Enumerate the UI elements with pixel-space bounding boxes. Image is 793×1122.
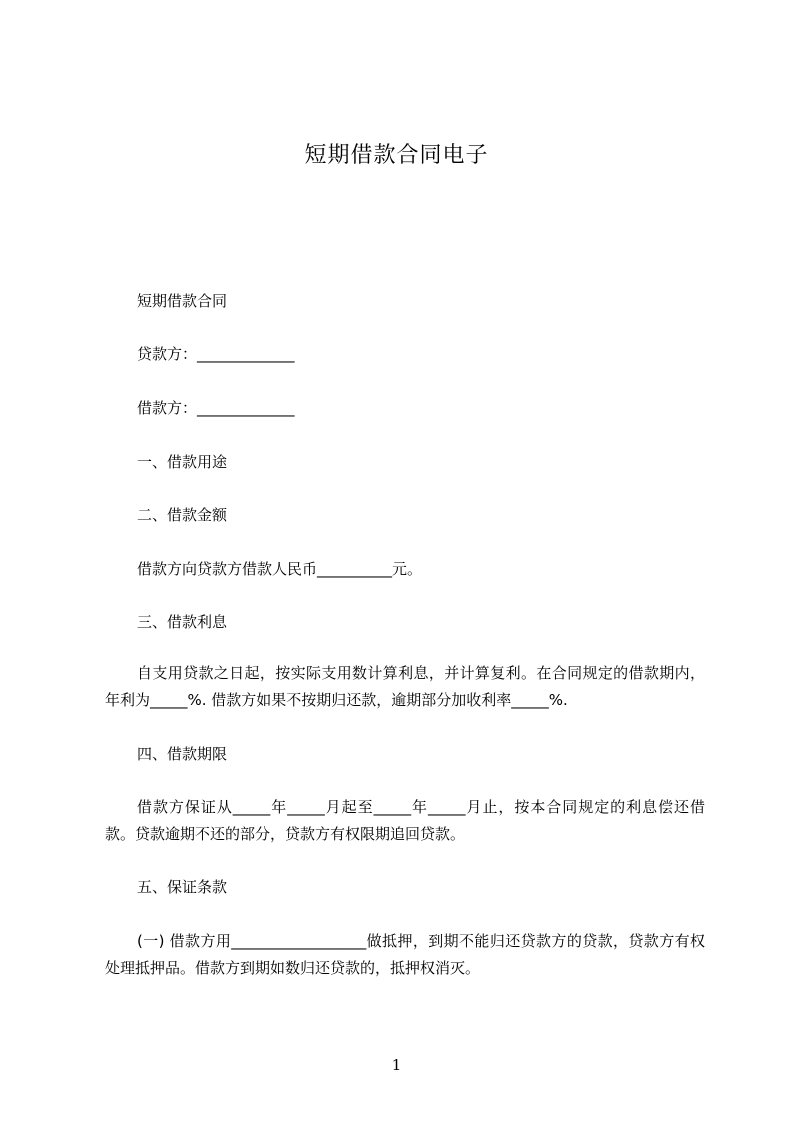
term-clause <box>105 794 705 848</box>
section-heading-purpose: 一、借款用途 <box>137 453 228 471</box>
borrower-field: 借款方：_____________ <box>137 399 295 417</box>
lender-field: 贷款方：_____________ <box>137 345 295 363</box>
contract-subtitle: 短期借款合同 <box>137 292 228 310</box>
interest-clause-text: 自支用贷款之日起，按实际支用数计算利息，并计算复利。在合同规定的借款期内，年利为_____%. 借款方如果不按期归还款，逾期部分加收利率_____%. <box>105 664 705 709</box>
section-heading-interest: 三、借款利息 <box>137 613 228 631</box>
term-clause-text: 借款方保证从_____年_____月起至_____年_____月止，按本合同规定的利息偿还借款。贷款逾期不还的部分，贷款方有权限期追回贷款。 <box>105 798 705 843</box>
document-title: 短期借款合同电子 <box>304 143 489 168</box>
guarantee-clause-1-text: (一) 借款方用__________________做抵押，到期不能归还贷款方的贷款，贷款方有权处理抵押品。借款方到期如数归还贷款的，抵押权消灭。 <box>105 932 705 977</box>
amount-clause: 借款方向贷款方借款人民币__________元。 <box>137 560 423 578</box>
section-heading-term: 四、借款期限 <box>137 745 228 763</box>
section-heading-amount: 二、借款金额 <box>137 506 228 524</box>
page-number: 1 <box>391 1056 402 1074</box>
interest-clause <box>105 660 705 714</box>
section-heading-guarantee: 五、保证条款 <box>137 878 228 896</box>
guarantee-clause-1 <box>105 928 705 982</box>
